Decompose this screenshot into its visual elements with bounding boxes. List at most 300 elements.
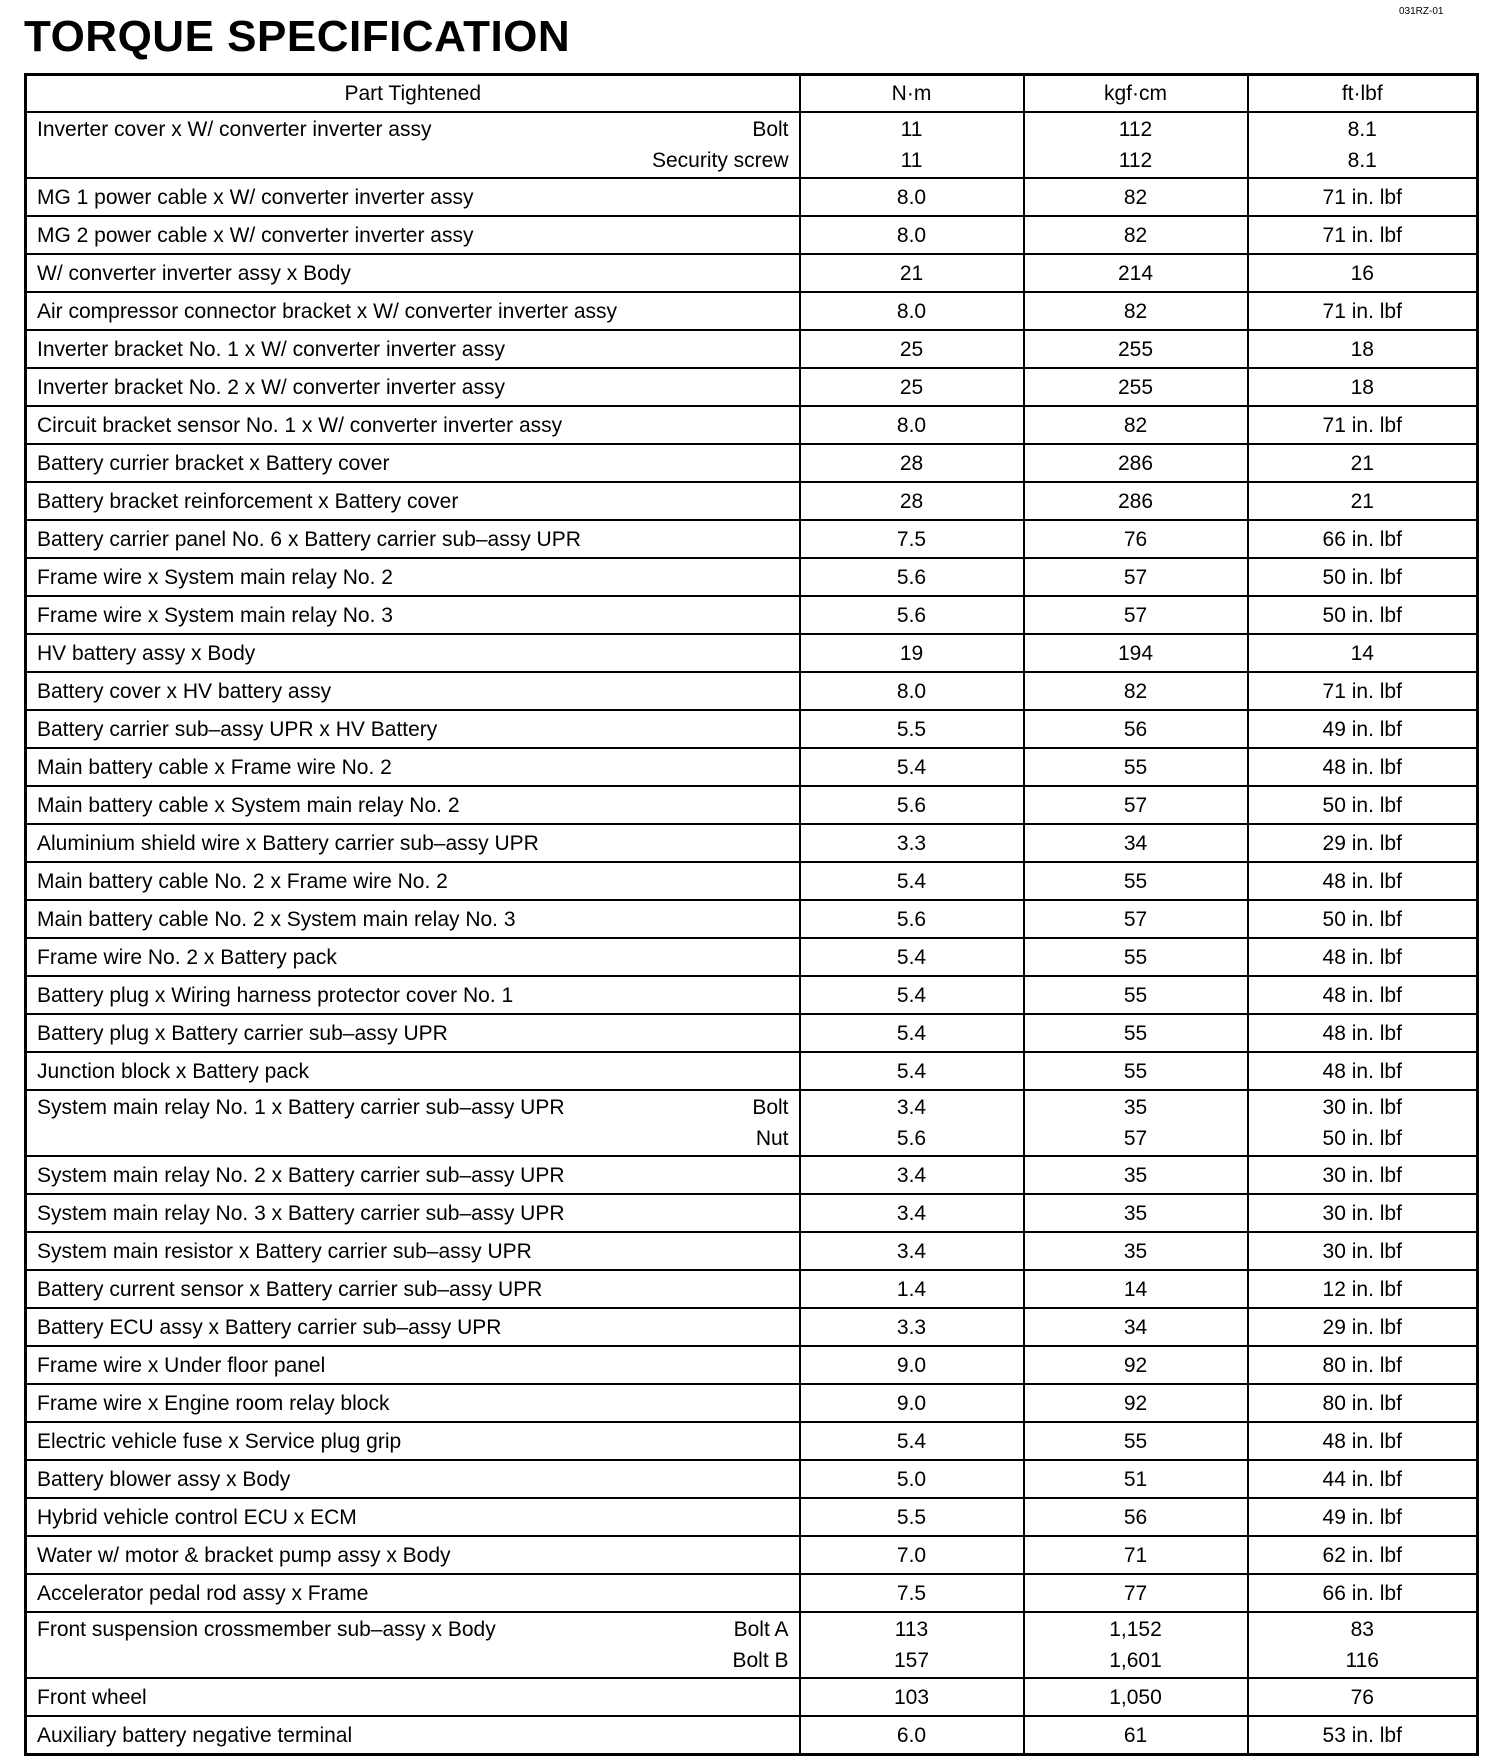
nm-value: 7.5 <box>896 1581 927 1605</box>
part-name: Main battery cable No. 2 x Frame wire No. 2 <box>37 869 448 893</box>
kgfcm-value: 92 <box>1123 1353 1148 1377</box>
part-name: Frame wire No. 2 x Battery pack <box>37 945 337 969</box>
nm-value: 7.5 <box>896 527 927 551</box>
kgfcm-cell <box>1024 330 1248 368</box>
table-row <box>26 406 1478 444</box>
nm-cell <box>800 634 1024 672</box>
table-row <box>26 824 1478 862</box>
ftlbf-value: 50 in. lbf <box>1322 1127 1402 1150</box>
part-cell <box>26 1052 800 1090</box>
kgfcm-value: 57 <box>1123 565 1148 589</box>
nm-value: 5.6 <box>896 907 927 931</box>
table-row <box>26 330 1478 368</box>
ftlbf-value: 29 in. lbf <box>1322 831 1402 855</box>
part-cell <box>26 482 800 520</box>
ftlbf-value: 66 in. lbf <box>1322 527 1402 551</box>
kgfcm-cell <box>1024 1346 1248 1384</box>
part-name: Frame wire x Engine room relay block <box>37 1391 390 1415</box>
table-row <box>26 1678 1478 1716</box>
nm-cell <box>800 254 1024 292</box>
part-name: Inverter cover x W/ converter inverter assy <box>37 118 432 141</box>
nm-cell <box>800 406 1024 444</box>
nm-value: 8.0 <box>896 413 927 437</box>
ftlbf-cell <box>1248 292 1478 330</box>
nm-value: 21 <box>899 261 924 285</box>
ftlbf-value: 21 <box>1350 489 1374 513</box>
kgfcm-cell <box>1024 634 1248 672</box>
part-name: Battery plug x Battery carrier sub–assy UPR <box>37 1021 448 1045</box>
kgfcm-cell <box>1024 1014 1248 1052</box>
part-name: System main relay No. 1 x Battery carrier sub–assy UPR <box>37 1096 565 1119</box>
nm-value: 28 <box>899 489 924 513</box>
table-row <box>26 1536 1478 1574</box>
kgfcm-value: 51 <box>1123 1467 1148 1491</box>
nm-value: 5.6 <box>896 1127 927 1150</box>
ftlbf-value: 71 in. lbf <box>1322 413 1402 437</box>
part-cell <box>26 976 800 1014</box>
ftlbf-cell <box>1248 1090 1478 1156</box>
ftlbf-value: 62 in. lbf <box>1322 1543 1402 1567</box>
part-cell <box>26 368 800 406</box>
part-cell <box>26 1270 800 1308</box>
fastener-list <box>732 1614 788 1676</box>
part-cell <box>26 292 800 330</box>
ftlbf-cell <box>1248 368 1478 406</box>
header-kgfcm: kgf·cm <box>1024 75 1248 113</box>
kgfcm-cell <box>1024 406 1248 444</box>
kgfcm-value: 255 <box>1117 337 1154 361</box>
part-name: Battery current sensor x Battery carrier sub–assy UPR <box>37 1277 543 1301</box>
kgfcm-value: 56 <box>1123 1505 1148 1529</box>
kgfcm-cell <box>1024 1090 1248 1156</box>
table-row <box>26 1574 1478 1612</box>
part-cell <box>26 900 800 938</box>
nm-value: 3.4 <box>896 1201 927 1225</box>
ftlbf-cell <box>1248 596 1478 634</box>
table-row <box>26 1090 1478 1156</box>
fastener-label: Bolt <box>752 118 789 141</box>
ftlbf-cell <box>1248 254 1478 292</box>
ftlbf-cell <box>1248 444 1478 482</box>
part-cell <box>26 1156 800 1194</box>
nm-cell <box>800 1384 1024 1422</box>
table-row <box>26 1346 1478 1384</box>
nm-value: 9.0 <box>896 1353 927 1377</box>
table-row <box>26 216 1478 254</box>
nm-cell <box>800 1716 1024 1755</box>
ftlbf-value: 48 in. lbf <box>1322 983 1402 1007</box>
nm-cell <box>800 330 1024 368</box>
nm-cell <box>800 900 1024 938</box>
kgfcm-value: 55 <box>1123 755 1148 779</box>
ftlbf-value: 18 <box>1350 375 1374 399</box>
table-row <box>26 1612 1478 1678</box>
fastener-label: Security screw <box>651 149 789 172</box>
kgfcm-value: 71 <box>1123 1543 1148 1567</box>
header-ftlbf: ft·lbf <box>1248 75 1478 113</box>
kgfcm-cell <box>1024 558 1248 596</box>
kgfcm-value: 214 <box>1117 261 1154 285</box>
fastener-label: Bolt B <box>732 1649 789 1672</box>
kgfcm-cell <box>1024 786 1248 824</box>
nm-cell <box>800 1678 1024 1716</box>
table-row <box>26 1194 1478 1232</box>
nm-cell <box>800 482 1024 520</box>
header-part-tightened: Part Tightened <box>26 75 800 113</box>
table-row <box>26 596 1478 634</box>
nm-cell <box>800 1270 1024 1308</box>
ftlbf-cell <box>1248 558 1478 596</box>
table-row <box>26 1052 1478 1090</box>
ftlbf-value: 76 <box>1350 1685 1374 1709</box>
nm-cell <box>800 1460 1024 1498</box>
kgfcm-cell <box>1024 1574 1248 1612</box>
part-cell <box>26 1384 800 1422</box>
ftlbf-value: 80 in. lbf <box>1322 1391 1402 1415</box>
nm-value: 3.3 <box>896 831 927 855</box>
part-cell <box>26 596 800 634</box>
table-row <box>26 1498 1478 1536</box>
ftlbf-value: 50 in. lbf <box>1322 907 1402 931</box>
ftlbf-cell <box>1248 216 1478 254</box>
kgfcm-cell <box>1024 1612 1248 1678</box>
ftlbf-value: 48 in. lbf <box>1322 1059 1402 1083</box>
nm-cell <box>800 1308 1024 1346</box>
nm-cell <box>800 672 1024 710</box>
part-name: Main battery cable No. 2 x System main relay No. 3 <box>37 907 516 931</box>
table-row <box>26 520 1478 558</box>
nm-cell <box>800 1194 1024 1232</box>
kgfcm-cell <box>1024 1716 1248 1755</box>
table-row <box>26 748 1478 786</box>
table-row <box>26 178 1478 216</box>
part-name: System main relay No. 2 x Battery carrier sub–assy UPR <box>37 1163 565 1187</box>
part-name: Battery bracket reinforcement x Battery cover <box>37 489 459 513</box>
part-name: Inverter bracket No. 1 x W/ converter inverter assy <box>37 337 505 361</box>
ftlbf-cell <box>1248 1536 1478 1574</box>
page-title: TORQUE SPECIFICATION <box>24 12 571 61</box>
torque-table <box>24 73 1479 1756</box>
part-name: Aluminium shield wire x Battery carrier sub–assy UPR <box>37 831 539 855</box>
table-row <box>26 1460 1478 1498</box>
kgfcm-value: 56 <box>1123 717 1148 741</box>
nm-value: 6.0 <box>896 1723 927 1747</box>
ftlbf-cell <box>1248 330 1478 368</box>
part-name: Main battery cable x System main relay No. 2 <box>37 793 460 817</box>
part-name: W/ converter inverter assy x Body <box>37 261 351 285</box>
nm-cell <box>800 520 1024 558</box>
nm-cell <box>800 1498 1024 1536</box>
kgfcm-cell <box>1024 1460 1248 1498</box>
table-row <box>26 976 1478 1014</box>
part-name: Battery blower assy x Body <box>37 1467 291 1491</box>
kgfcm-value: 35 <box>1123 1163 1148 1187</box>
nm-cell <box>800 862 1024 900</box>
ftlbf-cell <box>1248 1574 1478 1612</box>
kgfcm-cell <box>1024 444 1248 482</box>
part-cell <box>26 1232 800 1270</box>
nm-value: 3.4 <box>896 1096 927 1119</box>
table-row <box>26 900 1478 938</box>
table-row <box>26 1308 1478 1346</box>
table-row <box>26 634 1478 672</box>
ftlbf-cell <box>1248 1270 1478 1308</box>
ftlbf-cell <box>1248 178 1478 216</box>
kgfcm-value: 112 <box>1118 149 1153 172</box>
ftlbf-value: 71 in. lbf <box>1322 223 1402 247</box>
part-cell <box>26 862 800 900</box>
nm-cell <box>800 216 1024 254</box>
part-name: Battery currier bracket x Battery cover <box>37 451 390 475</box>
nm-value: 11 <box>900 149 923 172</box>
nm-value: 1.4 <box>896 1277 927 1301</box>
kgfcm-cell <box>1024 862 1248 900</box>
ftlbf-value: 71 in. lbf <box>1322 299 1402 323</box>
ftlbf-cell <box>1248 976 1478 1014</box>
ftlbf-value: 14 <box>1350 641 1374 665</box>
part-cell <box>26 520 800 558</box>
nm-value: 5.4 <box>896 983 927 1007</box>
part-cell <box>26 672 800 710</box>
table-header <box>26 75 1478 113</box>
part-cell <box>26 1460 800 1498</box>
nm-cell <box>800 558 1024 596</box>
nm-value: 9.0 <box>896 1391 927 1415</box>
nm-cell <box>800 444 1024 482</box>
nm-value: 5.5 <box>896 717 927 741</box>
table-row <box>26 710 1478 748</box>
ftlbf-cell <box>1248 1014 1478 1052</box>
ftlbf-value: 44 in. lbf <box>1322 1467 1402 1491</box>
part-name: Front wheel <box>37 1685 147 1709</box>
part-name: Battery cover x HV battery assy <box>37 679 332 703</box>
part-name: Junction block x Battery pack <box>37 1059 309 1083</box>
table-row <box>26 862 1478 900</box>
part-cell <box>26 1090 800 1156</box>
table-row <box>26 558 1478 596</box>
ftlbf-cell <box>1248 1194 1478 1232</box>
nm-value: 19 <box>899 641 924 665</box>
part-cell <box>26 1308 800 1346</box>
kgfcm-value: 82 <box>1123 185 1148 209</box>
kgfcm-value: 55 <box>1123 1059 1148 1083</box>
ftlbf-value: 71 in. lbf <box>1322 679 1402 703</box>
kgfcm-cell <box>1024 900 1248 938</box>
part-name: Battery plug x Wiring harness protector cover No. 1 <box>37 983 514 1007</box>
part-name: Frame wire x Under floor panel <box>37 1353 326 1377</box>
kgfcm-cell <box>1024 216 1248 254</box>
kgfcm-value: 55 <box>1123 1429 1148 1453</box>
table-row <box>26 1232 1478 1270</box>
ftlbf-cell <box>1248 900 1478 938</box>
kgfcm-value: 255 <box>1117 375 1154 399</box>
nm-value: 7.0 <box>896 1543 927 1567</box>
part-cell <box>26 1194 800 1232</box>
kgfcm-value: 35 <box>1123 1201 1148 1225</box>
kgfcm-value: 286 <box>1117 451 1154 475</box>
part-cell <box>26 1716 800 1755</box>
ftlbf-value: 116 <box>1345 1649 1379 1672</box>
nm-value: 5.6 <box>896 793 927 817</box>
kgfcm-cell <box>1024 368 1248 406</box>
part-name: Air compressor connector bracket x W/ converter inverter assy <box>37 299 618 323</box>
part-cell <box>26 406 800 444</box>
part-name: Front suspension crossmember sub–assy x Body <box>37 1618 496 1641</box>
ftlbf-value: 30 in. lbf <box>1322 1201 1402 1225</box>
ftlbf-value: 66 in. lbf <box>1322 1581 1402 1605</box>
kgfcm-cell <box>1024 254 1248 292</box>
kgfcm-cell <box>1024 1678 1248 1716</box>
kgfcm-value: 34 <box>1123 1315 1148 1339</box>
ftlbf-cell <box>1248 1460 1478 1498</box>
kgfcm-value: 55 <box>1123 945 1148 969</box>
kgfcm-value: 76 <box>1123 527 1148 551</box>
part-name: System main relay No. 3 x Battery carrier sub–assy UPR <box>37 1201 565 1225</box>
kgfcm-cell <box>1024 748 1248 786</box>
kgfcm-cell <box>1024 520 1248 558</box>
nm-value: 103 <box>893 1685 930 1709</box>
kgfcm-cell <box>1024 1384 1248 1422</box>
nm-value: 5.0 <box>896 1467 927 1491</box>
kgfcm-value: 194 <box>1117 641 1154 665</box>
kgfcm-value: 35 <box>1123 1239 1148 1263</box>
kgfcm-cell <box>1024 938 1248 976</box>
kgfcm-value: 61 <box>1123 1723 1148 1747</box>
nm-value: 28 <box>899 451 924 475</box>
part-cell <box>26 330 800 368</box>
kgfcm-value: 82 <box>1123 299 1148 323</box>
header-nm: N·m <box>800 75 1024 113</box>
ftlbf-cell <box>1248 938 1478 976</box>
nm-value: 157 <box>893 1649 930 1672</box>
ftlbf-cell <box>1248 1346 1478 1384</box>
ftlbf-cell <box>1248 710 1478 748</box>
kgfcm-cell <box>1024 1052 1248 1090</box>
ftlbf-cell <box>1248 1716 1478 1755</box>
nm-value: 8.0 <box>896 299 927 323</box>
part-cell <box>26 748 800 786</box>
kgfcm-cell <box>1024 1498 1248 1536</box>
nm-value: 3.4 <box>896 1239 927 1263</box>
table-row <box>26 368 1478 406</box>
nm-value: 5.4 <box>896 945 927 969</box>
part-cell <box>26 558 800 596</box>
part-cell <box>26 1536 800 1574</box>
nm-value: 5.6 <box>896 603 927 627</box>
nm-cell <box>800 938 1024 976</box>
nm-cell <box>800 748 1024 786</box>
part-name: Auxiliary battery negative terminal <box>37 1723 353 1747</box>
nm-cell <box>800 1156 1024 1194</box>
ftlbf-value: 48 in. lbf <box>1322 869 1402 893</box>
ftlbf-cell <box>1248 672 1478 710</box>
ftlbf-value: 12 in. lbf <box>1322 1277 1402 1301</box>
kgfcm-value: 57 <box>1123 603 1148 627</box>
nm-value: 5.6 <box>896 565 927 589</box>
ftlbf-cell <box>1248 1052 1478 1090</box>
table-row <box>26 786 1478 824</box>
fastener-list <box>752 1092 788 1154</box>
kgfcm-value: 82 <box>1123 679 1148 703</box>
part-cell <box>26 824 800 862</box>
part-name: Accelerator pedal rod assy x Frame <box>37 1581 369 1605</box>
part-name: Electric vehicle fuse x Service plug grip <box>37 1429 402 1453</box>
nm-cell <box>800 292 1024 330</box>
nm-value: 5.4 <box>896 869 927 893</box>
ftlbf-value: 21 <box>1350 451 1374 475</box>
ftlbf-value: 71 in. lbf <box>1322 185 1402 209</box>
kgfcm-value: 92 <box>1123 1391 1148 1415</box>
part-cell <box>26 1678 800 1716</box>
part-cell <box>26 254 800 292</box>
ftlbf-value: 50 in. lbf <box>1322 793 1402 817</box>
nm-value: 3.4 <box>896 1163 927 1187</box>
kgfcm-cell <box>1024 596 1248 634</box>
nm-value: 5.4 <box>896 1429 927 1453</box>
fastener-label: Bolt <box>752 1096 789 1119</box>
part-cell <box>26 1346 800 1384</box>
table-row <box>26 1014 1478 1052</box>
ftlbf-value: 49 in. lbf <box>1322 717 1402 741</box>
part-name: Main battery cable x Frame wire No. 2 <box>37 755 392 779</box>
nm-cell <box>800 1014 1024 1052</box>
ftlbf-value: 8.1 <box>1347 149 1377 172</box>
part-cell <box>26 938 800 976</box>
table-row <box>26 1422 1478 1460</box>
nm-cell <box>800 976 1024 1014</box>
part-cell <box>26 216 800 254</box>
ftlbf-cell <box>1248 112 1478 178</box>
kgfcm-value: 286 <box>1117 489 1154 513</box>
ftlbf-value: 50 in. lbf <box>1322 603 1402 627</box>
ftlbf-value: 29 in. lbf <box>1322 1315 1402 1339</box>
kgfcm-cell <box>1024 672 1248 710</box>
nm-cell <box>800 368 1024 406</box>
nm-cell <box>800 596 1024 634</box>
ftlbf-value: 16 <box>1350 261 1374 285</box>
table-row <box>26 1384 1478 1422</box>
nm-cell <box>800 1232 1024 1270</box>
ftlbf-value: 8.1 <box>1347 118 1377 141</box>
table-row <box>26 1270 1478 1308</box>
nm-value: 25 <box>899 375 924 399</box>
table-row <box>26 444 1478 482</box>
nm-value: 8.0 <box>896 185 927 209</box>
document-code: 031RZ-01 <box>1399 6 1444 17</box>
part-cell <box>26 634 800 672</box>
kgfcm-cell <box>1024 1232 1248 1270</box>
kgfcm-value: 55 <box>1123 1021 1148 1045</box>
part-name: Inverter bracket No. 2 x W/ converter inverter assy <box>37 375 505 399</box>
ftlbf-cell <box>1248 786 1478 824</box>
ftlbf-value: 48 in. lbf <box>1322 755 1402 779</box>
part-name: Battery ECU assy x Battery carrier sub–assy UPR <box>37 1315 502 1339</box>
part-cell <box>26 786 800 824</box>
ftlbf-value: 30 in. lbf <box>1322 1096 1402 1119</box>
ftlbf-cell <box>1248 406 1478 444</box>
ftlbf-value: 48 in. lbf <box>1322 1429 1402 1453</box>
part-name: HV battery assy x Body <box>37 641 256 665</box>
table-row <box>26 482 1478 520</box>
nm-value: 5.5 <box>896 1505 927 1529</box>
table-row <box>26 254 1478 292</box>
table-row <box>26 1716 1478 1755</box>
part-name: MG 2 power cable x W/ converter inverter assy <box>37 223 474 247</box>
kgfcm-cell <box>1024 824 1248 862</box>
kgfcm-value: 14 <box>1123 1277 1148 1301</box>
ftlbf-cell <box>1248 520 1478 558</box>
kgfcm-value: 1,152 <box>1109 1618 1162 1641</box>
